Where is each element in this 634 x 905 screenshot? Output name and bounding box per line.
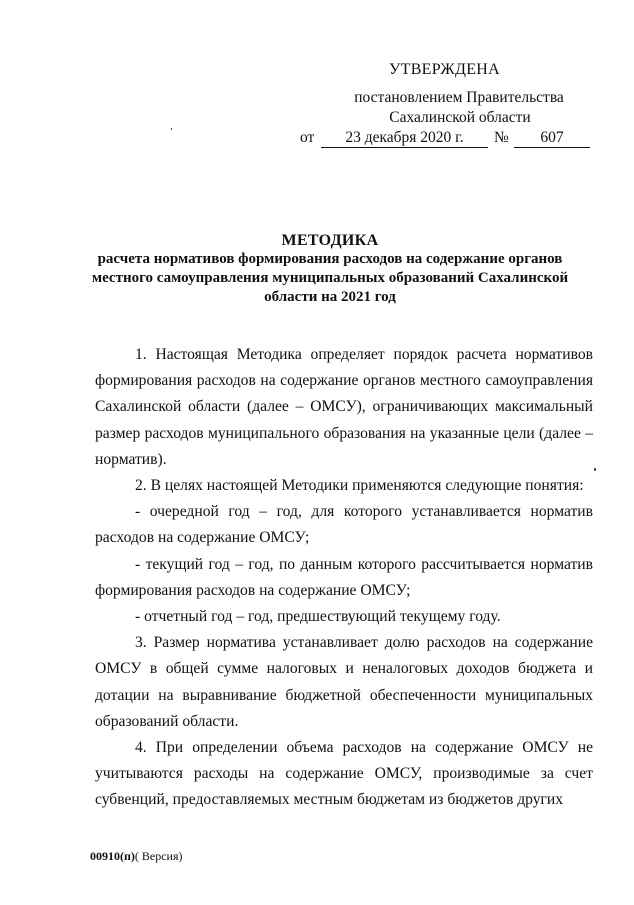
approval-date: 23 декабря 2020 г. xyxy=(321,128,488,148)
from-label: от xyxy=(300,129,315,146)
paragraph-4: - текущий год – год, по данным которого рассчитывается норматив формирования расходов на содержание ОМСУ; xyxy=(95,555,593,599)
document-body xyxy=(95,342,593,814)
scan-speck xyxy=(594,468,596,471)
paragraph-7: 4. При определении объема расходов на содержание ОМСУ не учитываются расходы на содержание ОМСУ, производимые за счет субвенций, предоставляемых местным бюджетам из бюджетов других xyxy=(95,739,593,809)
approval-block xyxy=(300,60,600,150)
approval-line-1: постановлением Правительства xyxy=(354,89,564,106)
document-heading xyxy=(80,231,580,307)
approval-number: 607 xyxy=(514,128,590,148)
document-code: 00910(п) xyxy=(90,849,135,863)
approval-date-line xyxy=(300,128,600,150)
paragraph-3: - очередной год – год, для которого устанавливается норматив расходов на содержание ОМСУ; xyxy=(95,503,593,547)
document-footer xyxy=(90,848,183,864)
document-title: МЕТОДИКА xyxy=(281,232,379,249)
approval-stamp: УТВЕРЖДЕНА xyxy=(389,61,501,78)
number-label: № xyxy=(494,129,509,146)
paragraph-1: 1. Настоящая Методика определяет порядок расчета нормативов формирования расходов на содержание органов местного самоуправления Сахалинской области (далее – ОМСУ), ограничивающих максимальный размер расходов муниципального образования на указанные цели (далее – норматив). xyxy=(95,346,593,468)
paragraph-5: - отчетный год – год, предшествующий текущему году. xyxy=(135,608,501,626)
document-version: ( Версия) xyxy=(134,849,183,863)
document-subtitle: расчета нормативов формирования расходов на содержание органов местного самоуправления муниципальных образований Сахалинской области на 2021 год xyxy=(91,251,569,305)
scan-speck xyxy=(171,128,172,130)
paragraph-6: 3. Размер норматива устанавливает долю расходов на содержание ОМСУ в общей сумме налоговых и неналоговых доходов бюджета и дотации на выравнивание бюджетной обеспеченности муниципальных образований области. xyxy=(95,634,593,730)
paragraph-2: 2. В целях настоящей Методики применяются следующие понятия: xyxy=(135,477,584,495)
approval-line-2: Сахалинской области xyxy=(389,109,531,126)
